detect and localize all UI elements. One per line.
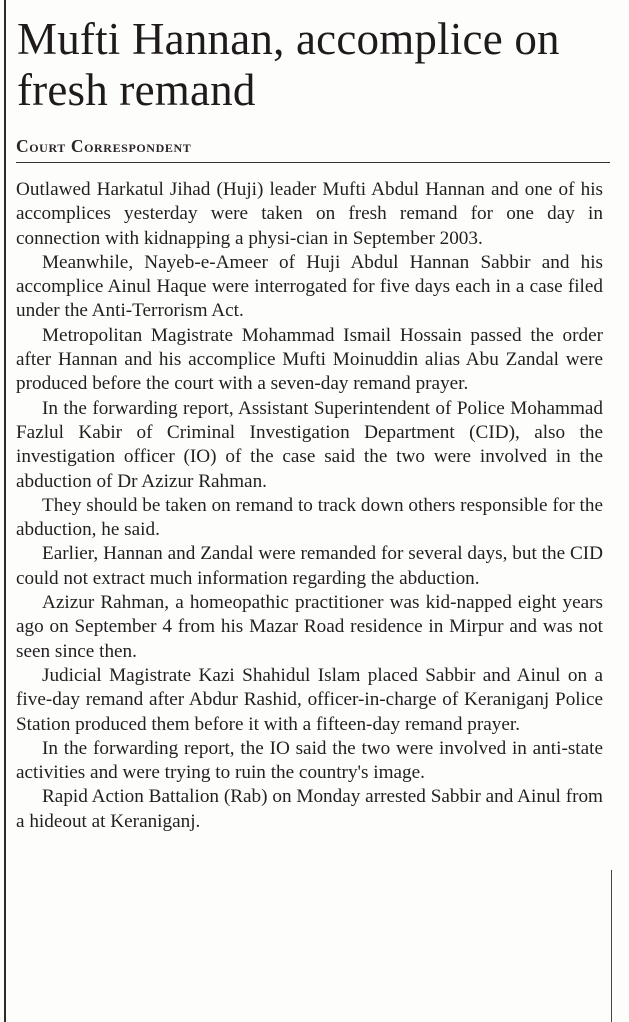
paragraph-9: In the forwarding report, the IO said the two were involved in anti-state activities and were trying to ruin the country's image. — [16, 737, 603, 784]
paragraph-6: Earlier, Hannan and Zandal were remanded for several days, but the CID could not extract much information regarding the abduction. — [16, 543, 603, 589]
article-body — [16, 178, 603, 834]
article-byline: Court Correspondent — [16, 136, 610, 163]
paragraph-2: Meanwhile, Nayeb-e-Ameer of Huji Abdul Hannan Sabbir and his accomplice Ainul Haque were interrogated for five days each in a case filed under the Anti-Terrorism Act. — [16, 251, 603, 322]
paragraph-10: Rapid Action Battalion (Rab) on Monday arrested Sabbir and Ainul from a hideout at Keraniganj. — [16, 786, 603, 832]
article-headline: Mufti Hannan, accomplice on fresh remand — [17, 14, 560, 115]
column-rule-left — [4, 0, 6, 1022]
paragraph-3: Metropolitan Magistrate Mohammad Ismail Hossain passed the order after Hannan and his accomplice Mufti Moinuddin alias Abu Zandal were produced before the court with a seven-day remand prayer. — [16, 324, 603, 395]
paragraph-1: Outlawed Harkatul Jihad (Huji) leader Mufti Abdul Hannan and one of his accomplices yesterday were taken on fresh remand for one day in connection with kidnapping a physi-cian in September 2003. — [16, 179, 603, 249]
paragraph-8: Judicial Magistrate Kazi Shahidul Islam placed Sabbir and Ainul on a five-day remand after Abdur Rashid, officer-in-charge of Keraniganj Police Station produced them before it with a fifteen-day remand prayer. — [16, 664, 603, 735]
paragraph-4: In the forwarding report, Assistant Superintendent of Police Mohammad Fazlul Kabir of Criminal Investigation Department (CID), also the investigation officer (IO) of the case said the two were involved in the abduction of Dr Azizur Rahman. — [16, 397, 603, 492]
paragraph-5: They should be taken on remand to track down others responsible for the abduction, he said. — [16, 494, 603, 541]
paragraph-7: Azizur Rahman, a homeopathic practitioner was kid-napped eight years ago on September 4 from his Mazar Road residence in Mirpur and was not seen since then. — [16, 592, 603, 662]
column-rule-right — [611, 870, 612, 1022]
